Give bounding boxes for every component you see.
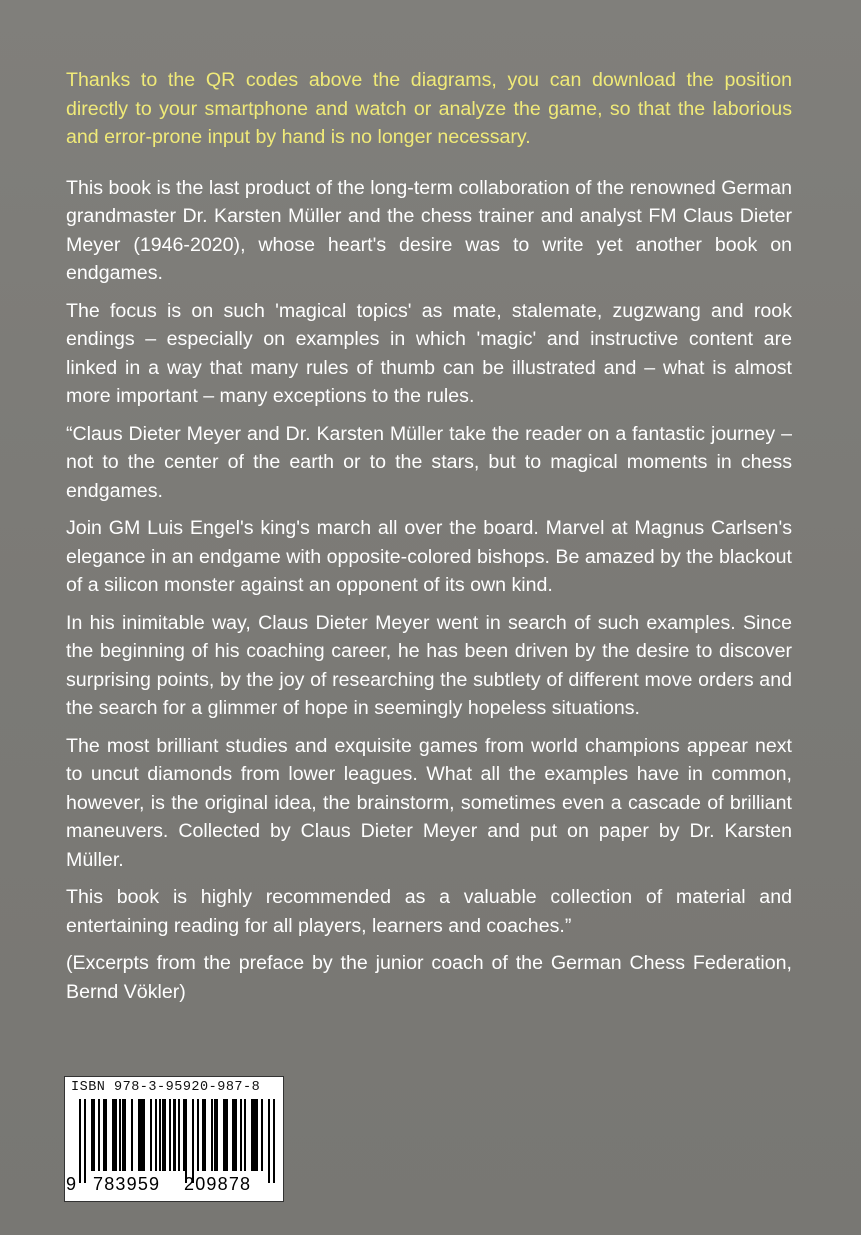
isbn-barcode bbox=[64, 1076, 284, 1202]
barcode-bar bbox=[244, 1099, 246, 1171]
barcode-bar bbox=[204, 1099, 206, 1171]
barcode-bar bbox=[256, 1099, 258, 1171]
barcode-bars bbox=[79, 1099, 275, 1179]
barcode-bar bbox=[240, 1099, 242, 1171]
barcode-bar bbox=[105, 1099, 107, 1171]
barcode-bar bbox=[185, 1099, 187, 1183]
barcode-bar bbox=[197, 1099, 199, 1171]
barcode-left-digits: 783959 bbox=[93, 1174, 161, 1194]
barcode-bar bbox=[93, 1099, 95, 1171]
barcode-bar bbox=[192, 1099, 194, 1183]
barcode-bar bbox=[216, 1099, 218, 1171]
blurb-paragraph: In his inimitable way, Claus Dieter Meyer went in search of such examples. Since the beginning of his coaching career, he has been driven by the desire to discover surprising points, by the joy of researching the subtlety of different move orders and the search for a glimmer of hope in seemingly hopeless situations. bbox=[66, 611, 792, 719]
barcode-bar bbox=[124, 1099, 126, 1171]
blurb-paragraph: The most brilliant studies and exquisite games from world champions appear next to uncut diamonds from lower leagues. What all the examples have in common, however, is the original idea, the brainstorm, sometimes even a cascade of brilliant maneuvers. Collected by Claus Dieter Meyer and put on paper by Dr. Karsten Müller. bbox=[66, 734, 792, 871]
barcode-right-digits: 209878 bbox=[184, 1174, 252, 1194]
barcode-bar bbox=[150, 1099, 152, 1171]
barcode-bar bbox=[178, 1099, 180, 1171]
barcode-bar bbox=[225, 1099, 227, 1171]
barcode-bar bbox=[169, 1099, 171, 1171]
barcode-bar bbox=[131, 1099, 133, 1171]
blurb-paragraph: The focus is on such 'magical topics' as mate, stalemate, zugzwang and rook endings – especially on examples in which 'magic' and instructive content are linked in a way that many rules of thumb can be illustrated and – what is almost more important – many exceptions to the rules. bbox=[66, 299, 792, 407]
barcode-bar bbox=[273, 1099, 275, 1183]
barcode-bar bbox=[143, 1099, 145, 1171]
barcode-bar bbox=[173, 1099, 175, 1171]
barcode-bar bbox=[261, 1099, 263, 1171]
barcode-bar bbox=[235, 1099, 237, 1171]
barcode-bar bbox=[164, 1099, 166, 1171]
blurb-text bbox=[66, 66, 792, 1015]
barcode-bar bbox=[84, 1099, 86, 1183]
barcode-bar bbox=[79, 1099, 81, 1183]
barcode-bar bbox=[114, 1099, 116, 1171]
blurb-paragraph: “Claus Dieter Meyer and Dr. Karsten Müller take the reader on a fantastic journey – not to the center of the earth or to the stars, but to magical moments in chess endgames. bbox=[66, 422, 792, 502]
barcode-bar bbox=[268, 1099, 270, 1183]
blurb-paragraph: This book is the last product of the long-term collaboration of the renowned German grandmaster Dr. Karsten Müller and the chess trainer and analyst FM Claus Dieter Meyer (1946-2020), whose heart's desire was to write yet another book on endgames. bbox=[66, 176, 792, 284]
barcode-bar bbox=[155, 1099, 157, 1171]
isbn-label: ISBN 978-3-95920-987-8 bbox=[71, 1080, 261, 1095]
blurb-paragraph: Join GM Luis Engel's king's march all over the board. Marvel at Magnus Carlsen's elegance in an endgame with opposite-colored bishops. Be amazed by the blackout of a silicon monster against an opponent of its own kind. bbox=[66, 517, 792, 596]
qr-code-note: Thanks to the QR codes above the diagrams, you can download the position directly to your smartphone and watch or analyze the game, so that the laborious and error-prone input by hand is no longer necessary. bbox=[66, 69, 792, 148]
preface-attribution: (Excerpts from the preface by the junior coach of the German Chess Federation, Bernd Vökler) bbox=[66, 952, 792, 1003]
blurb-paragraph: This book is highly recommended as a valuable collection of material and entertaining reading for all players, learners and coaches.” bbox=[66, 886, 792, 937]
barcode-first-digit: 9 bbox=[66, 1174, 77, 1194]
barcode-bar bbox=[98, 1099, 100, 1171]
